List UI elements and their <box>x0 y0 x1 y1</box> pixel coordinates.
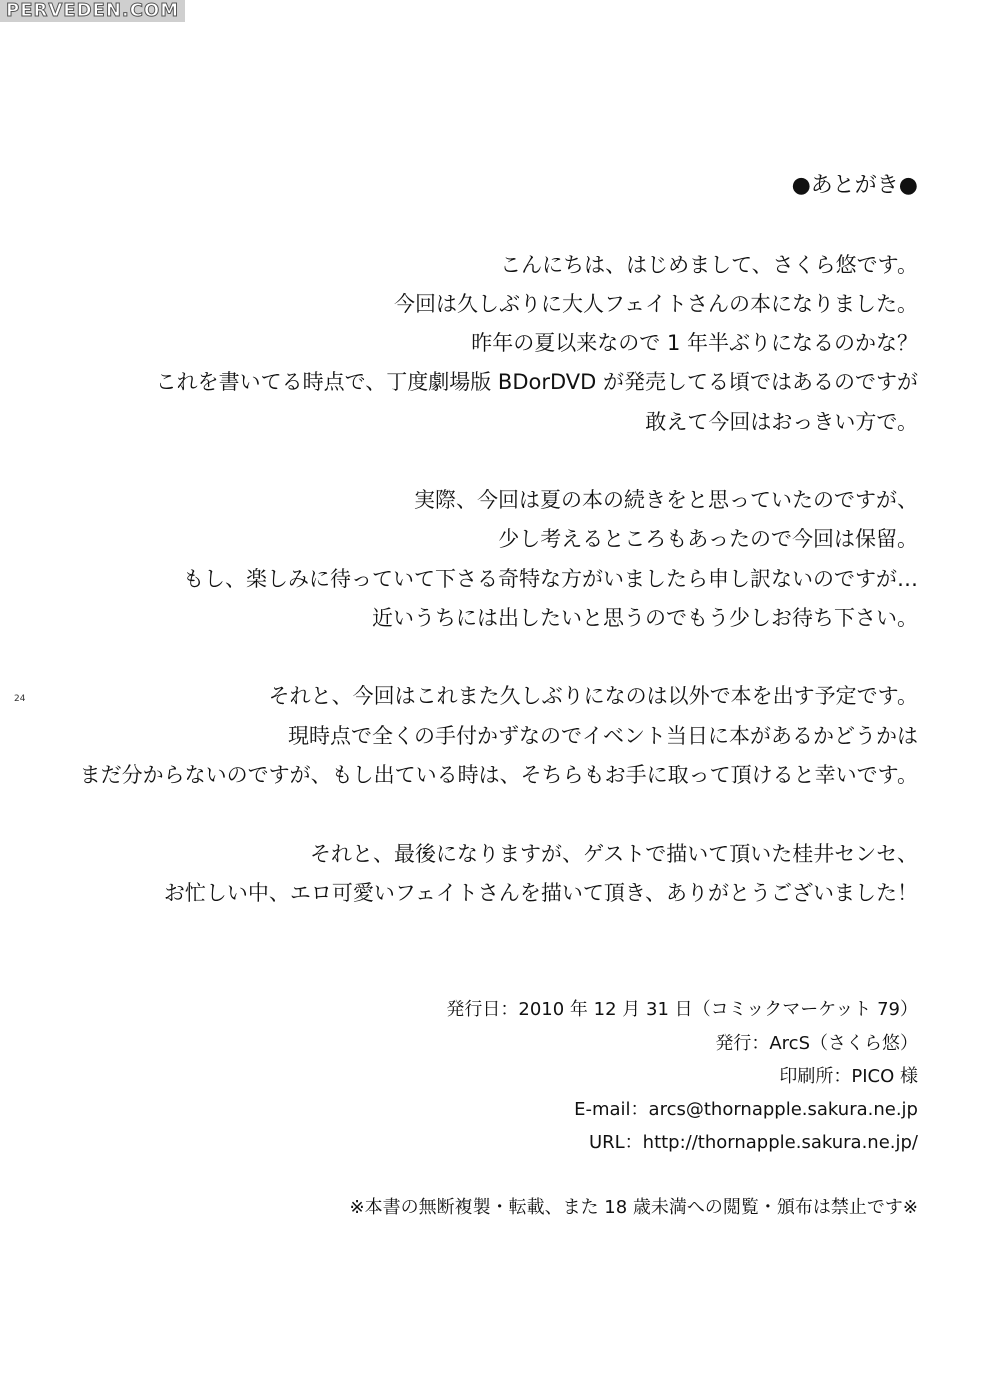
colophon-printer: 印刷所：PICO 様 <box>779 1066 918 1087</box>
paragraph-1-line-4: これを書いてる時点で、丁度劇場版 BDorDVD が発売してる頃ではあるのですが <box>155 370 918 394</box>
colophon-date: 発行日：2010 年 12 月 31 日（コミックマーケット 79） <box>446 999 918 1020</box>
paragraph-2-line-4: 近いうちには出したいと思うのでもう少しお待ち下さい。 <box>372 606 918 630</box>
page-number: 24 <box>14 694 26 704</box>
paragraph-2-line-3: もし、楽しみに待っていて下さる奇特な方がいましたら申し訳ないのですが… <box>183 567 918 591</box>
paragraph-4-line-1: それと、最後になりますが、ゲストで描いて頂いた桂井センセ、 <box>310 842 918 866</box>
paragraph-2-line-2: 少し考えるところもあったので今回は保留。 <box>498 527 918 551</box>
paragraph-1-line-5: 敢えて今回はおっきい方で。 <box>645 410 918 434</box>
paragraph-3-line-3: まだ分からないのですが、もし出ている時は、そちらもお手に取って頂けると幸いです。 <box>79 763 918 787</box>
paragraph-4-line-2: お忙しい中、エロ可愛いフェイトさんを描いて頂き、ありがとうございました！ <box>163 881 918 905</box>
colophon-email: E-mail：arcs@thornapple.sakura.ne.jp <box>574 1099 918 1120</box>
paragraph-3-line-2: 現時点で全くの手付かずなのでイベント当日に本があるかどうかは <box>288 724 918 748</box>
paragraph-2-line-1: 実際、今回は夏の本の続きをと思っていたのですが、 <box>414 488 918 512</box>
paragraph-1-line-1: こんにちは、はじめまして、さくら悠です。 <box>500 253 918 277</box>
paragraph-1-line-2: 今回は久しぶりに大人フェイトさんの本になりました。 <box>394 292 918 316</box>
paragraph-3-line-1: それと、今回はこれまた久しぶりになのは以外で本を出す予定です。 <box>268 684 918 708</box>
colophon-publisher: 発行：ArcS（さくら悠） <box>715 1033 918 1054</box>
copyright-notice: ※本書の無断複製・転載、また 18 歳未満への閲覧・頒布は禁止です※ <box>349 1197 918 1218</box>
afterword-heading: ●あとがき● <box>791 173 918 198</box>
watermark: PERVEDEN.COM <box>0 0 185 22</box>
colophon-url: URL：http://thornapple.sakura.ne.jp/ <box>588 1132 918 1153</box>
paragraph-1-line-3: 昨年の夏以来なので 1 年半ぶりになるのかな？ <box>471 331 918 355</box>
